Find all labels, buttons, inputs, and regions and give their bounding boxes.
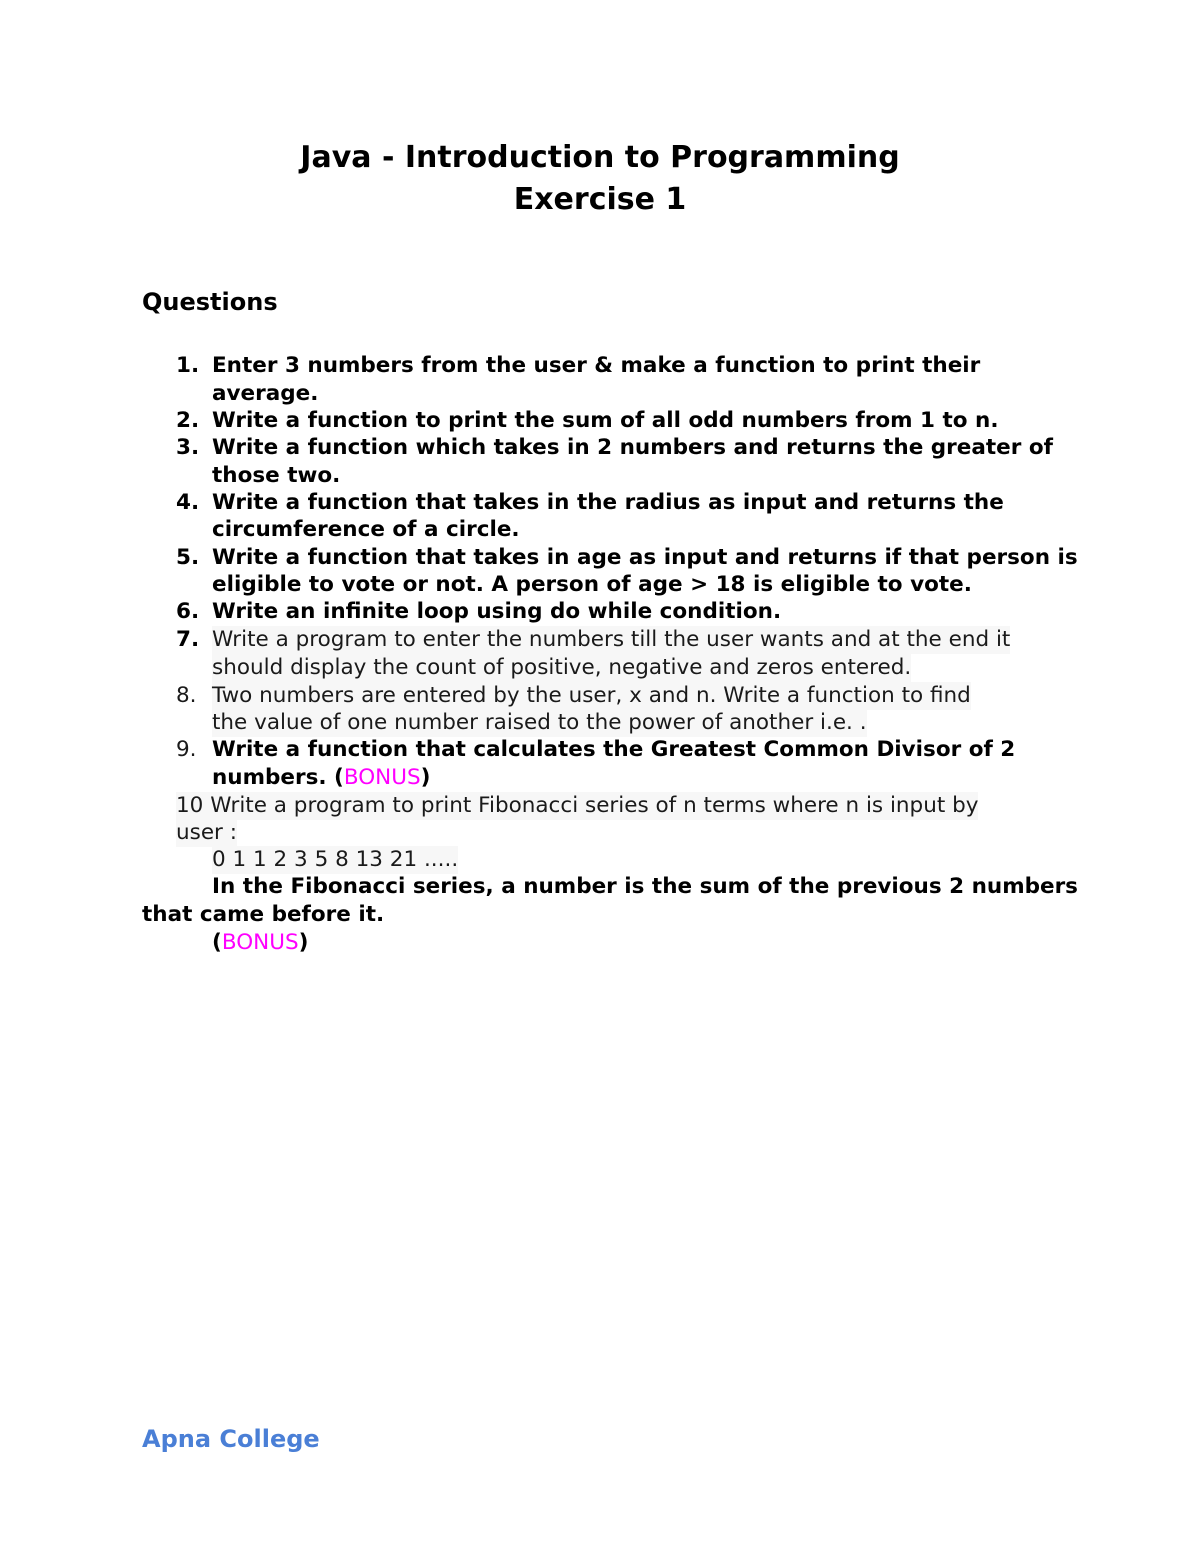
question-text: those two. xyxy=(212,463,341,488)
question-text: Write a function which takes in 2 numbers and returns the greater of xyxy=(212,435,1053,460)
bonus-label: BONUS xyxy=(221,930,299,955)
bonus-line xyxy=(212,929,308,957)
question-text: Two numbers are entered by the user, x and n. Write a function to find xyxy=(212,683,971,708)
question-number: 4. xyxy=(176,490,200,515)
document-title: Java - Introduction to Programming xyxy=(300,140,900,175)
question-number: 5. xyxy=(176,545,200,570)
question-text: average. xyxy=(212,381,319,406)
question-text-bonus-line xyxy=(212,764,430,792)
question-number: 9. xyxy=(176,737,197,762)
brand-footer: Apna College xyxy=(142,1425,320,1453)
question-number: 1. xyxy=(176,353,200,378)
fibonacci-description: that came before it. xyxy=(142,902,385,927)
question-text: eligible to vote or not. A person of age > 18 is eligible to vote. xyxy=(212,572,972,597)
question-number: 8. xyxy=(176,683,197,708)
bonus-open: ( xyxy=(212,930,222,955)
question-number: 7. xyxy=(176,627,200,652)
question-number: 2. xyxy=(176,408,200,433)
fibonacci-sequence: 0 1 1 2 3 5 8 13 21 ..... xyxy=(212,847,459,872)
question-number: 3. xyxy=(176,435,200,460)
question-text: numbers. ( xyxy=(212,765,344,790)
bonus-label: BONUS xyxy=(343,765,421,790)
question-text: Write a function that takes in the radius as input and returns the xyxy=(212,490,1004,515)
bonus-close: ) xyxy=(298,930,309,955)
question-text: circumference of a circle. xyxy=(212,517,520,542)
question-text: Write a function to print the sum of all odd numbers from 1 to n. xyxy=(212,408,999,433)
document-subtitle: Exercise 1 xyxy=(513,182,687,217)
question-text: the value of one number raised to the power of another i.e. . xyxy=(212,710,867,735)
question-text: Write an infinite loop using do while condition. xyxy=(212,599,782,624)
bonus-close: ) xyxy=(420,765,431,790)
fibonacci-description: In the Fibonacci series, a number is the sum of the previous 2 numbers xyxy=(212,874,1078,899)
question-text: user : xyxy=(176,820,237,845)
question-text: Write a function that takes in age as input and returns if that person is xyxy=(212,545,1078,570)
question-number: 6. xyxy=(176,599,200,624)
question-text: Write a program to enter the numbers till the user wants and at the end it xyxy=(212,627,1011,652)
question-text: Write a function that calculates the Greatest Common Divisor of 2 xyxy=(212,737,1016,762)
section-heading: Questions xyxy=(142,288,278,316)
question-text: should display the count of positive, negative and zeros entered. xyxy=(212,655,912,680)
question-text: Enter 3 numbers from the user & make a function to print their xyxy=(212,353,981,378)
question-text: 10 Write a program to print Fibonacci series of n terms where n is input by xyxy=(176,793,979,818)
